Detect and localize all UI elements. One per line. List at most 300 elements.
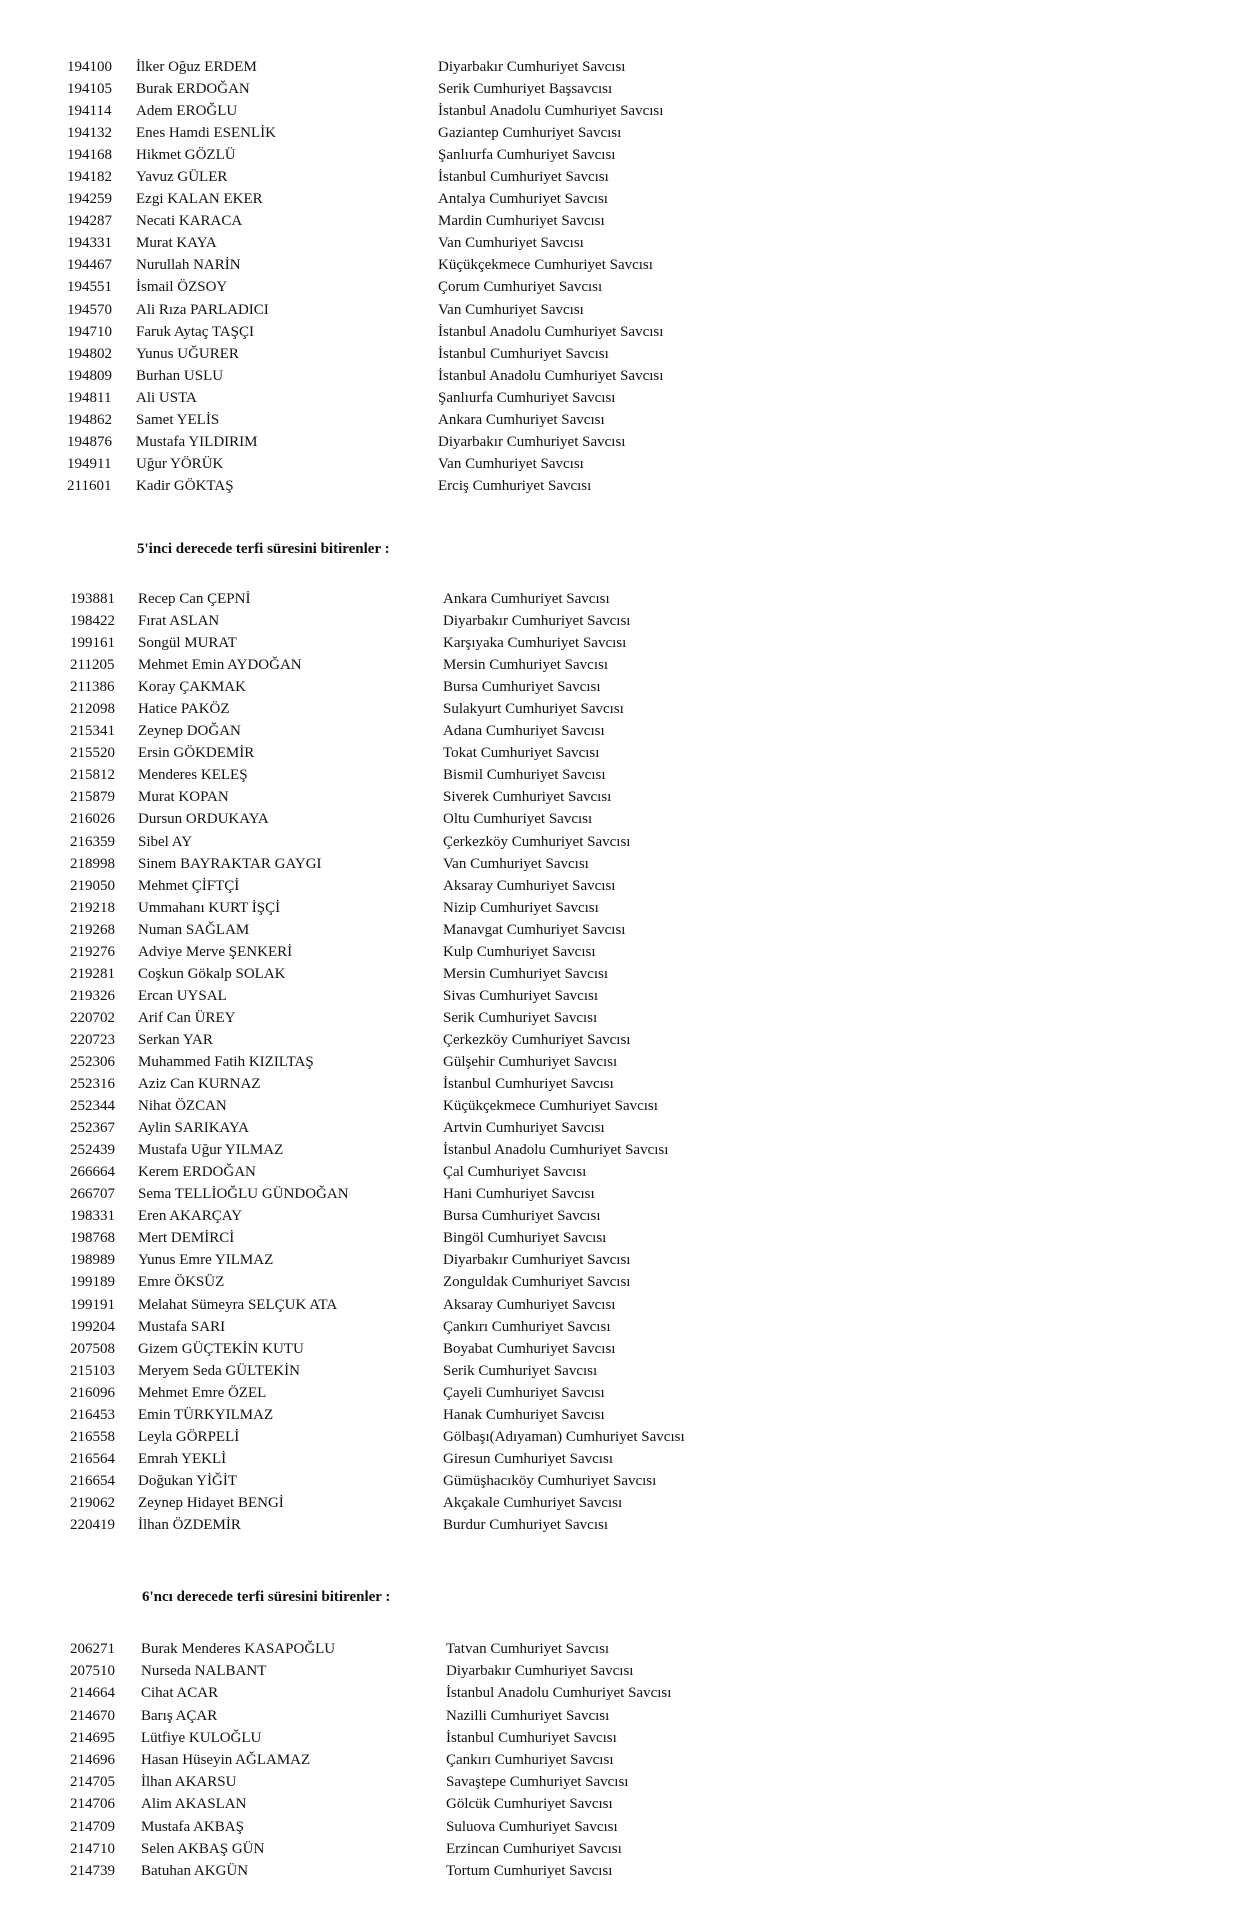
position-title: Antalya Cumhuriyet Savcısı	[438, 191, 608, 208]
sicil-number: 214709	[70, 1818, 115, 1835]
person-name: Sema TELLİOĞLU GÜNDOĞAN	[138, 1186, 349, 1203]
sicil-number: 207510	[70, 1663, 115, 1680]
sicil-number: 199191	[70, 1296, 115, 1313]
position-title: Karşıyaka Cumhuriyet Savcısı	[443, 635, 627, 652]
position-title: Şanlıurfa Cumhuriyet Savcısı	[438, 389, 616, 406]
sicil-number: 194911	[67, 455, 112, 472]
table-row	[0, 1183, 1252, 1205]
person-name: Adem EROĞLU	[136, 103, 238, 120]
position-title: Hanak Cumhuriyet Savcısı	[443, 1406, 605, 1423]
sicil-number: 211205	[70, 657, 115, 674]
table-row	[0, 1492, 1252, 1514]
person-name: Yunus UĞURER	[136, 345, 239, 362]
table-row	[0, 1382, 1252, 1404]
sicil-number: 220702	[70, 1009, 115, 1026]
position-title: Şanlıurfa Cumhuriyet Savcısı	[438, 147, 616, 164]
position-title: Giresun Cumhuriyet Savcısı	[443, 1450, 613, 1467]
table-row	[0, 786, 1252, 808]
person-name: Batuhan AKGÜN	[141, 1862, 249, 1879]
section-list-1	[0, 56, 1252, 497]
table-row	[0, 831, 1252, 853]
table-row	[0, 1249, 1252, 1271]
person-name: Hatice PAKÖZ	[138, 701, 230, 718]
person-name: Mehmet ÇİFTÇİ	[138, 877, 240, 894]
position-title: Savaştepe Cumhuriyet Savcısı	[446, 1774, 629, 1791]
position-title: Çankırı Cumhuriyet Savcısı	[443, 1318, 611, 1335]
position-title: Mardin Cumhuriyet Savcısı	[438, 213, 605, 230]
table-row	[0, 1816, 1252, 1838]
sicil-number: 194259	[67, 191, 112, 208]
position-title: Erciş Cumhuriyet Savcısı	[438, 477, 592, 494]
position-title: İstanbul Cumhuriyet Savcısı	[438, 169, 609, 186]
person-name: Yunus Emre YILMAZ	[138, 1252, 274, 1269]
position-title: Çerkezköy Cumhuriyet Savcısı	[443, 833, 631, 850]
table-row	[0, 1860, 1252, 1882]
sicil-number: 219276	[70, 943, 115, 960]
position-title: Diyarbakır Cumhuriyet Savcısı	[438, 59, 626, 75]
person-name: Arif Can ÜREY	[138, 1009, 236, 1026]
sicil-number: 215812	[70, 767, 115, 784]
table-row	[0, 365, 1252, 387]
table-row	[0, 1139, 1252, 1161]
person-name: Recep Can ÇEPNİ	[138, 591, 251, 607]
sicil-number: 215103	[70, 1362, 115, 1379]
person-name: Ersin GÖKDEMİR	[138, 745, 255, 762]
position-title: Çal Cumhuriyet Savcısı	[443, 1164, 587, 1181]
sicil-number: 194287	[67, 213, 112, 230]
sicil-number: 214705	[70, 1774, 115, 1791]
position-title: Diyarbakır Cumhuriyet Savcısı	[446, 1663, 634, 1680]
table-row	[0, 1838, 1252, 1860]
table-row	[0, 122, 1252, 144]
sicil-number: 212098	[70, 701, 115, 718]
table-row	[0, 1161, 1252, 1183]
position-title: Hani Cumhuriyet Savcısı	[443, 1186, 595, 1203]
person-name: Kadir GÖKTAŞ	[136, 477, 234, 494]
sicil-number: 194182	[67, 169, 112, 186]
person-name: Nurseda NALBANT	[141, 1663, 267, 1680]
person-name: Mehmet Emre ÖZEL	[138, 1384, 267, 1401]
person-name: Emre ÖKSÜZ	[138, 1274, 225, 1291]
sicil-number: 214695	[70, 1729, 115, 1746]
sicil-number: 194105	[67, 81, 112, 98]
person-name: Faruk Aytaç TAŞÇI	[136, 323, 254, 340]
sicil-number: 194862	[67, 411, 112, 428]
table-row	[0, 808, 1252, 830]
table-row	[0, 299, 1252, 321]
sicil-number: 194100	[67, 59, 112, 75]
table-row	[0, 875, 1252, 897]
person-name: Selen AKBAŞ GÜN	[141, 1840, 265, 1857]
sicil-number: 194467	[67, 257, 112, 274]
person-name: Hasan Hüseyin AĞLAMAZ	[141, 1751, 311, 1768]
position-title: Van Cumhuriyet Savcısı	[438, 235, 584, 252]
position-title: Manavgat Cumhuriyet Savcısı	[443, 921, 626, 938]
table-row	[0, 1749, 1252, 1771]
position-title: Serik Cumhuriyet Başsavcısı	[438, 81, 613, 98]
position-title: Küçükçekmece Cumhuriyet Savcısı	[443, 1098, 658, 1115]
person-name: İsmail ÖZSOY	[136, 279, 228, 296]
person-name: Ercan UYSAL	[138, 987, 227, 1004]
person-name: Melahat Sümeyra SELÇUK ATA	[138, 1296, 338, 1313]
person-name: Gizem GÜÇTEKİN KUTU	[138, 1340, 304, 1357]
position-title: Artvin Cumhuriyet Savcısı	[443, 1120, 605, 1137]
table-row	[0, 720, 1252, 742]
sicil-number: 216096	[70, 1384, 115, 1401]
position-title: Gülşehir Cumhuriyet Savcısı	[443, 1053, 618, 1070]
sicil-number: 218998	[70, 855, 115, 872]
table-row	[0, 1051, 1252, 1073]
table-row	[0, 1514, 1252, 1536]
section-heading-5: 5'inci derecede terfi süresini bitirenler :	[137, 541, 390, 557]
position-title: İstanbul Cumhuriyet Savcısı	[438, 345, 609, 362]
position-title: Aksaray Cumhuriyet Savcısı	[443, 1296, 616, 1313]
person-name: Emrah YEKLİ	[138, 1450, 227, 1467]
person-name: Burak ERDOĞAN	[136, 81, 250, 98]
person-name: Burhan USLU	[136, 367, 224, 384]
person-name: Muhammed Fatih KIZILTAŞ	[138, 1053, 314, 1070]
position-title: Gölcük Cumhuriyet Savcısı	[446, 1796, 613, 1813]
table-row	[0, 1117, 1252, 1139]
sicil-number: 207508	[70, 1340, 115, 1357]
person-name: İlhan ÖZDEMİR	[138, 1516, 241, 1533]
table-row	[0, 78, 1252, 100]
sicil-number: 219281	[70, 965, 115, 982]
table-row	[0, 144, 1252, 166]
sicil-number: 219062	[70, 1494, 115, 1511]
table-row	[0, 1338, 1252, 1360]
table-row	[0, 254, 1252, 276]
table-row	[0, 453, 1252, 475]
section-list-6	[0, 1638, 1252, 1882]
person-name: Zeynep Hidayet BENGİ	[138, 1494, 284, 1511]
person-name: Nurullah NARİN	[136, 257, 241, 274]
position-title: İstanbul Anadolu Cumhuriyet Savcısı	[443, 1142, 669, 1159]
position-title: Küçükçekmece Cumhuriyet Savcısı	[438, 257, 653, 274]
sicil-number: 216453	[70, 1406, 115, 1423]
sicil-number: 214706	[70, 1796, 115, 1813]
position-title: Suluova Cumhuriyet Savcısı	[446, 1818, 618, 1835]
position-title: Van Cumhuriyet Savcısı	[443, 855, 589, 872]
position-title: Van Cumhuriyet Savcısı	[438, 301, 584, 318]
sicil-number: 252439	[70, 1142, 115, 1159]
position-title: Tokat Cumhuriyet Savcısı	[443, 745, 600, 762]
table-row	[0, 210, 1252, 232]
position-title: Gümüşhacıköy Cumhuriyet Savcısı	[443, 1472, 657, 1489]
sicil-number: 206271	[70, 1641, 115, 1657]
sicil-number: 215520	[70, 745, 115, 762]
position-title: Nizip Cumhuriyet Savcısı	[443, 899, 599, 916]
person-name: Mert DEMİRCİ	[138, 1230, 235, 1247]
sicil-number: 219326	[70, 987, 115, 1004]
sicil-number: 219218	[70, 899, 115, 916]
person-name: Zeynep DOĞAN	[138, 723, 241, 740]
table-row	[0, 1316, 1252, 1338]
table-row	[0, 897, 1252, 919]
sicil-number: 214696	[70, 1751, 115, 1768]
sicil-number: 215341	[70, 723, 115, 740]
position-title: İstanbul Anadolu Cumhuriyet Savcısı	[438, 323, 664, 340]
person-name: Ezgi KALAN EKER	[136, 191, 263, 208]
person-name: Adviye Merve ŞENKERİ	[138, 943, 293, 960]
person-name: Mustafa SARI	[138, 1318, 226, 1335]
person-name: Songül MURAT	[138, 635, 237, 652]
table-row	[0, 963, 1252, 985]
sicil-number: 194570	[67, 301, 112, 318]
table-row	[0, 698, 1252, 720]
person-name: Mustafa YILDIRIM	[136, 433, 258, 450]
sicil-number: 198989	[70, 1252, 115, 1269]
person-name: Eren AKARÇAY	[138, 1208, 243, 1225]
sicil-number: 211601	[67, 477, 112, 494]
position-title: Çankırı Cumhuriyet Savcısı	[446, 1751, 614, 1768]
table-row	[0, 1294, 1252, 1316]
table-row	[0, 1360, 1252, 1382]
person-name: Dursun ORDUKAYA	[138, 811, 269, 828]
position-title: Gaziantep Cumhuriyet Savcısı	[438, 125, 622, 142]
table-row	[0, 1095, 1252, 1117]
table-row	[0, 941, 1252, 963]
sicil-number: 220419	[70, 1516, 115, 1533]
sicil-number: 194331	[67, 235, 112, 252]
position-title: Adana Cumhuriyet Savcısı	[443, 723, 605, 740]
person-name: Yavuz GÜLER	[136, 169, 228, 186]
position-title: Diyarbakır Cumhuriyet Savcısı	[443, 1252, 631, 1269]
person-name: Ummahanı KURT İŞÇİ	[138, 899, 281, 916]
table-row	[0, 588, 1252, 610]
table-row	[0, 1073, 1252, 1095]
position-title: Sivas Cumhuriyet Savcısı	[443, 987, 598, 1004]
table-row	[0, 276, 1252, 298]
position-title: Bursa Cumhuriyet Savcısı	[443, 1208, 601, 1225]
person-name: İlhan AKARSU	[141, 1774, 237, 1791]
position-title: Çerkezköy Cumhuriyet Savcısı	[443, 1031, 631, 1048]
table-row	[0, 919, 1252, 941]
sicil-number: 216359	[70, 833, 115, 850]
table-row	[0, 764, 1252, 786]
table-row	[0, 1029, 1252, 1051]
sicil-number: 198422	[70, 613, 115, 630]
position-title: Akçakale Cumhuriyet Savcısı	[443, 1494, 623, 1511]
position-title: İstanbul Cumhuriyet Savcısı	[446, 1729, 617, 1746]
position-title: Oltu Cumhuriyet Savcısı	[443, 811, 593, 828]
sicil-number: 194132	[67, 125, 112, 142]
person-name: Barış AÇAR	[141, 1707, 218, 1724]
table-row	[0, 1227, 1252, 1249]
table-row	[0, 56, 1252, 78]
table-row	[0, 166, 1252, 188]
sicil-number: 194876	[67, 433, 112, 450]
person-name: Sibel AY	[138, 833, 193, 850]
table-row	[0, 1271, 1252, 1293]
sicil-number: 199189	[70, 1274, 115, 1291]
table-row	[0, 475, 1252, 497]
sicil-number: 194114	[67, 103, 112, 120]
table-row	[0, 742, 1252, 764]
sicil-number: 216564	[70, 1450, 115, 1467]
person-name: Aylin SARIKAYA	[138, 1120, 250, 1137]
person-name: Nihat ÖZCAN	[138, 1098, 227, 1115]
position-title: İstanbul Anadolu Cumhuriyet Savcısı	[438, 103, 664, 120]
sicil-number: 220723	[70, 1031, 115, 1048]
sicil-number: 214710	[70, 1840, 115, 1857]
position-title: Van Cumhuriyet Savcısı	[438, 455, 584, 472]
person-name: Emin TÜRKYILMAZ	[138, 1406, 274, 1423]
person-name: Fırat ASLAN	[138, 613, 220, 630]
position-title: Mersin Cumhuriyet Savcısı	[443, 965, 608, 982]
person-name: Kerem ERDOĞAN	[138, 1164, 256, 1181]
sicil-number: 194710	[67, 323, 112, 340]
person-name: Mustafa Uğur YILMAZ	[138, 1142, 284, 1159]
sicil-number: 194809	[67, 367, 112, 384]
person-name: Samet YELİS	[136, 411, 220, 428]
section-heading-6: 6'ncı derecede terfi süresini bitirenler :	[142, 1589, 391, 1605]
position-title: Erzincan Cumhuriyet Savcısı	[446, 1840, 622, 1857]
table-row	[0, 676, 1252, 698]
person-name: Koray ÇAKMAK	[138, 679, 246, 696]
sicil-number: 199161	[70, 635, 115, 652]
sicil-number: 214739	[70, 1862, 115, 1879]
position-title: Bingöl Cumhuriyet Savcısı	[443, 1230, 607, 1247]
person-name: Aziz Can KURNAZ	[138, 1076, 261, 1093]
sicil-number: 266707	[70, 1186, 115, 1203]
person-name: Numan SAĞLAM	[138, 921, 250, 938]
table-row	[0, 853, 1252, 875]
table-row	[0, 1727, 1252, 1749]
table-row	[0, 1771, 1252, 1793]
position-title: Diyarbakır Cumhuriyet Savcısı	[438, 433, 626, 450]
table-row	[0, 100, 1252, 122]
table-row	[0, 321, 1252, 343]
person-name: Sinem BAYRAKTAR GAYGI	[138, 855, 322, 872]
person-name: Mustafa AKBAŞ	[141, 1818, 244, 1835]
position-title: Çorum Cumhuriyet Savcısı	[438, 279, 603, 296]
person-name: Coşkun Gökalp SOLAK	[138, 965, 286, 982]
person-name: Enes Hamdi ESENLİK	[136, 125, 276, 142]
table-row	[0, 1426, 1252, 1448]
position-title: Diyarbakır Cumhuriyet Savcısı	[443, 613, 631, 630]
sicil-number: 252367	[70, 1120, 115, 1137]
section-list-5	[0, 588, 1252, 1536]
person-name: Murat KOPAN	[138, 789, 229, 806]
sicil-number: 215879	[70, 789, 115, 806]
sicil-number: 193881	[70, 591, 115, 607]
sicil-number: 216558	[70, 1428, 115, 1445]
table-row	[0, 343, 1252, 365]
sicil-number: 194551	[67, 279, 112, 296]
sicil-number: 252306	[70, 1053, 115, 1070]
table-row	[0, 632, 1252, 654]
table-row	[0, 387, 1252, 409]
sicil-number: 199204	[70, 1318, 115, 1335]
person-name: Necati KARACA	[136, 213, 243, 230]
table-row	[0, 188, 1252, 210]
table-row	[0, 232, 1252, 254]
position-title: Serik Cumhuriyet Savcısı	[443, 1362, 598, 1379]
sicil-number: 216654	[70, 1472, 115, 1489]
position-title: Bursa Cumhuriyet Savcısı	[443, 679, 601, 696]
person-name: Uğur YÖRÜK	[136, 455, 224, 472]
table-row	[0, 985, 1252, 1007]
person-name: Murat KAYA	[136, 235, 217, 252]
position-title: Bismil Cumhuriyet Savcısı	[443, 767, 606, 784]
position-title: Tatvan Cumhuriyet Savcısı	[446, 1641, 610, 1657]
person-name: İlker Oğuz ERDEM	[136, 59, 257, 75]
table-row	[0, 1682, 1252, 1704]
sicil-number: 198768	[70, 1230, 115, 1247]
position-title: Siverek Cumhuriyet Savcısı	[443, 789, 612, 806]
person-name: Serkan YAR	[138, 1031, 213, 1048]
sicil-number: 216026	[70, 811, 115, 828]
table-row	[0, 409, 1252, 431]
person-name: Doğukan YİĞİT	[138, 1472, 238, 1489]
table-row	[0, 431, 1252, 453]
person-name: Cihat ACAR	[141, 1685, 219, 1702]
position-title: Nazilli Cumhuriyet Savcısı	[446, 1707, 610, 1724]
sicil-number: 252344	[70, 1098, 115, 1115]
position-title: Ankara Cumhuriyet Savcısı	[443, 591, 610, 607]
position-title: Mersin Cumhuriyet Savcısı	[443, 657, 608, 674]
table-row	[0, 1470, 1252, 1492]
table-row	[0, 654, 1252, 676]
person-name: Menderes KELEŞ	[138, 767, 248, 784]
sicil-number: 194802	[67, 345, 112, 362]
table-row	[0, 1007, 1252, 1029]
position-title: İstanbul Cumhuriyet Savcısı	[443, 1076, 614, 1093]
position-title: Burdur Cumhuriyet Savcısı	[443, 1516, 608, 1533]
person-name: Leyla GÖRPELİ	[138, 1428, 240, 1445]
person-name: Ali Rıza PARLADICI	[136, 301, 269, 318]
person-name: Burak Menderes KASAPOĞLU	[141, 1641, 336, 1657]
person-name: Lütfiye KULOĞLU	[141, 1729, 262, 1746]
position-title: Aksaray Cumhuriyet Savcısı	[443, 877, 616, 894]
table-row	[0, 1660, 1252, 1682]
position-title: Serik Cumhuriyet Savcısı	[443, 1009, 598, 1026]
sicil-number: 219268	[70, 921, 115, 938]
position-title: Sulakyurt Cumhuriyet Savcısı	[443, 701, 624, 718]
sicil-number: 214670	[70, 1707, 115, 1724]
table-row	[0, 1705, 1252, 1727]
position-title: Boyabat Cumhuriyet Savcısı	[443, 1340, 616, 1357]
sicil-number: 211386	[70, 679, 115, 696]
sicil-number: 198331	[70, 1208, 115, 1225]
table-row	[0, 1793, 1252, 1815]
table-row	[0, 1638, 1252, 1660]
person-name: Alim AKASLAN	[141, 1796, 247, 1813]
position-title: Zonguldak Cumhuriyet Savcısı	[443, 1274, 631, 1291]
sicil-number: 219050	[70, 877, 115, 894]
table-row	[0, 1448, 1252, 1470]
position-title: Ankara Cumhuriyet Savcısı	[438, 411, 605, 428]
person-name: Hikmet GÖZLÜ	[136, 147, 236, 164]
sicil-number: 252316	[70, 1076, 115, 1093]
position-title: Tortum Cumhuriyet Savcısı	[446, 1862, 613, 1879]
sicil-number: 194168	[67, 147, 112, 164]
table-row	[0, 1404, 1252, 1426]
position-title: İstanbul Anadolu Cumhuriyet Savcısı	[446, 1685, 672, 1702]
position-title: Gölbaşı(Adıyaman) Cumhuriyet Savcısı	[443, 1428, 685, 1445]
table-row	[0, 610, 1252, 632]
position-title: İstanbul Anadolu Cumhuriyet Savcısı	[438, 367, 664, 384]
sicil-number: 266664	[70, 1164, 115, 1181]
person-name: Ali USTA	[136, 389, 197, 406]
sicil-number: 214664	[70, 1685, 115, 1702]
position-title: Kulp Cumhuriyet Savcısı	[443, 943, 596, 960]
sicil-number: 194811	[67, 389, 112, 406]
table-row	[0, 1205, 1252, 1227]
person-name: Meryem Seda GÜLTEKİN	[138, 1362, 300, 1379]
position-title: Çayeli Cumhuriyet Savcısı	[443, 1384, 605, 1401]
